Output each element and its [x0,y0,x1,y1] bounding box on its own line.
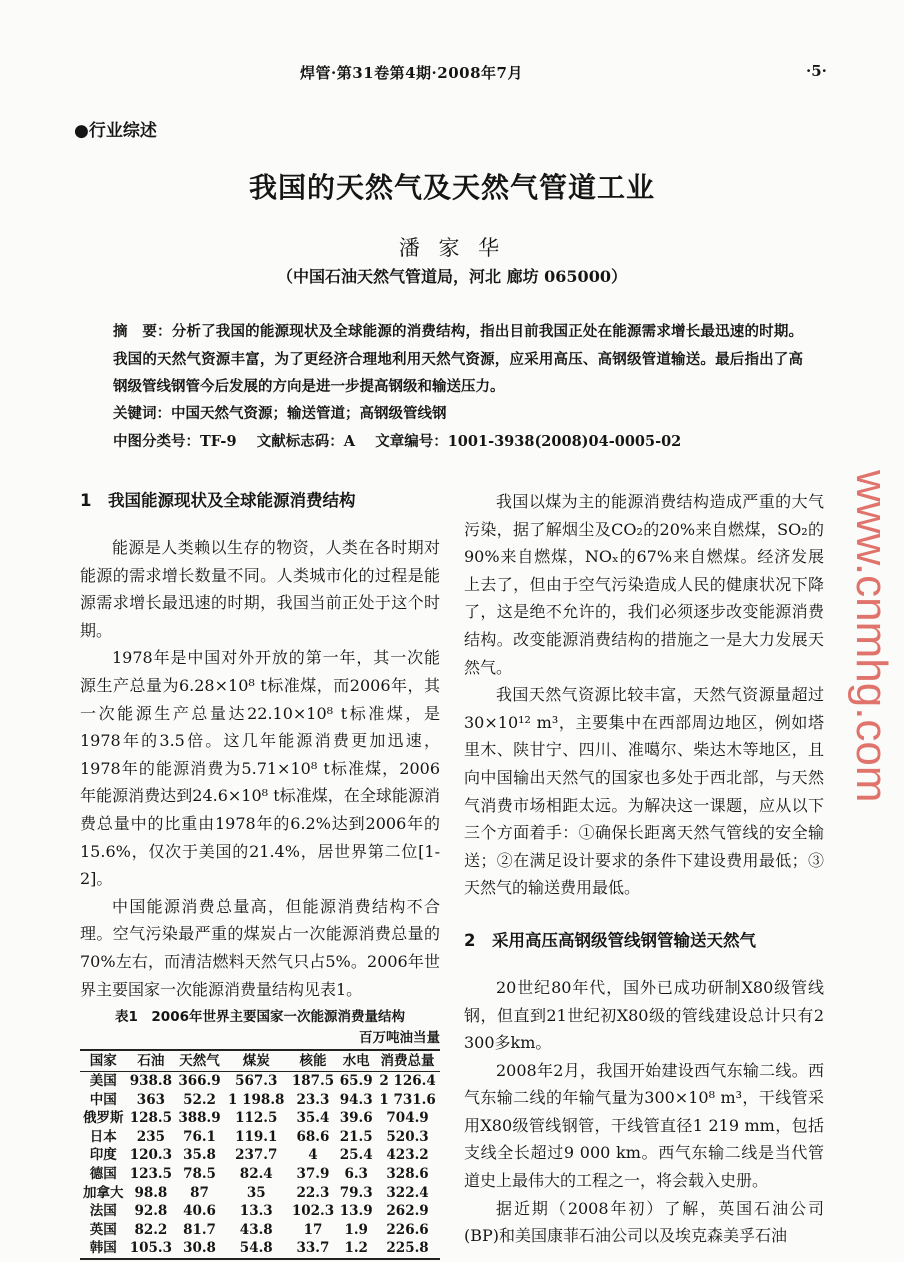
value-cell: 54.8 [239,1240,273,1257]
value-cell: 92.8 [134,1203,168,1220]
value-cell: 43.8 [239,1221,273,1238]
table-row [80,1221,440,1240]
right-column [464,488,824,1250]
paragraph: 中国能源消费总量高，但能源消费结构不合理。空气污染最严重的煤炭占一次能源消费总量的70%左右，而清洁燃料天然气只占5%。2006年世界主要国家一次能源消费量结构见表1。 [80,896,440,999]
value-cell: 39.6 [339,1110,373,1127]
table-row [80,1184,440,1203]
value-cell: 68.6 [296,1128,330,1145]
affiliation: （中国石油天然气管道局，河北 廊坊 065000） [277,267,627,286]
column-header: 煤炭 [224,1050,289,1072]
value-cell: 65.9 [339,1073,373,1090]
value-cell: 33.7 [296,1240,330,1257]
value-cell: 82.2 [134,1221,168,1238]
value-cell: 6.3 [344,1166,368,1183]
table-unit: 百万吨油当量 [359,1030,440,1047]
country-cell: 德国 [89,1166,117,1183]
journal-info: 焊管·第31卷第4期·2008年7月 [300,64,523,82]
value-cell: 22.3 [296,1184,330,1201]
country-cell: 日本 [89,1128,117,1145]
table-row [80,1072,440,1091]
article-no-value: 1001-3938(2008)04-0005-02 [447,433,682,450]
value-cell: 37.9 [296,1166,330,1183]
value-cell: 112.5 [235,1110,278,1127]
value-cell: 120.3 [129,1147,173,1164]
value-cell: 237.7 [235,1147,278,1164]
abstract-text: 分析了我国的能源现状及全球能源的消费结构，指出目前我国正处在能源需求增长最迅速的时期。我国的天然气资源丰富，为了更经济合理地利用天然气资源，应采用高压、高钢级管道输送。最后指出了高钢级管线钢管今后发展的方向是进一步提高钢级和输送压力。 [113,323,804,395]
paragraph: 能源是人类赖以生存的物资，人类在各时期对能源的需求增长数量不同。人类城市化的过程是能源需求增长最迅速的时期，我国当前正处于这个时期。 [80,538,440,640]
value-cell: 938.8 [129,1073,173,1090]
value-cell: 423.2 [386,1147,429,1164]
country-cell: 印度 [89,1147,117,1164]
value-cell: 78.5 [183,1166,216,1183]
abstract [113,318,803,456]
column-header: 国家 [80,1050,127,1072]
section-2-heading: 2 采用高压高钢级管线钢管输送天然气 [464,930,756,950]
country-cell: 法国 [89,1203,117,1220]
doc-code-label: 文献标志码： [256,434,344,450]
article-no-label: 文章编号： [375,434,448,450]
column-tag: ●行业综述 [74,121,157,141]
table-row [80,1239,440,1259]
value-cell: 35 [246,1184,266,1201]
value-cell: 94.3 [339,1091,373,1108]
column-header: 天然气 [175,1050,224,1072]
running-header [0,62,904,90]
value-cell: 79.3 [339,1184,373,1201]
value-cell: 25.4 [339,1147,373,1164]
value-cell: 187.5 [291,1073,335,1090]
paragraph: 据近期（2008年初）了解，英国石油公司(BP)和美国康菲石油公司以及埃克森美孚石油 [464,1198,824,1246]
country-cell: 俄罗斯 [83,1110,124,1127]
value-cell: 105.3 [129,1240,173,1257]
table-row [80,1128,440,1147]
abstract-label: 摘 要： [113,324,172,340]
table-row [80,1146,440,1165]
table-row [80,1165,440,1184]
table-header-row [80,1050,440,1072]
value-cell: 35.4 [296,1110,330,1127]
column-header: 核能 [289,1050,338,1072]
country-cell: 英国 [89,1221,117,1238]
column-header: 石油 [127,1050,176,1072]
table-caption: 表1 2006年世界主要国家一次能源消费量结构 [115,1009,405,1026]
country-cell: 美国 [89,1073,117,1090]
value-cell: 388.9 [178,1110,221,1127]
value-cell: 328.6 [386,1166,429,1183]
paragraph: 我国以煤为主的能源消费结构造成严重的大气污染，据了解烟尘及CO₂的20%来自燃煤，SO₂的90%来自燃煤，NOₓ的67%来自燃煤。经济发展上去了，但由于空气污染造成人民的健康状况下降了，这是绝不允许的，我们必须逐步改变能源消费结构。改变能源消费结构的措施之一是大力发展天然气。 [464,492,824,677]
table-row [80,1202,440,1221]
table-row [80,1091,440,1110]
column-header: 消费总量 [375,1050,440,1072]
value-cell: 366.9 [178,1073,221,1090]
author: 潘 家 华 [398,236,506,260]
value-cell: 30.8 [183,1240,216,1257]
table-row [80,1109,440,1128]
value-cell: 98.8 [134,1184,168,1201]
value-cell: 82.4 [239,1166,273,1183]
value-cell: 128.5 [129,1110,173,1127]
value-cell: 1 731.6 [379,1091,436,1108]
paragraph: 我国天然气资源比较丰富，天然气资源量超过30×10¹² m³，主要集中在西部周边地区，例如塔里木、陕甘宁、四川、准噶尔、柴达木等地区，且向中国输出天然气的国家也多处于西北部，与天然气消费市场相距太远。为解决这一课题，应从以下三个方面着手：①确保长距离天然气管线的安全输送；②在满足设计要求的条件下建设费用最低；③天然气的输送费用最低。 [464,685,824,898]
value-cell: 2 126.4 [379,1073,436,1090]
value-cell: 123.5 [129,1166,173,1183]
value-cell: 520.3 [386,1128,429,1145]
value-cell: 13.3 [239,1203,273,1220]
value-cell: 322.4 [386,1184,429,1201]
paragraph: 20世纪80年代，国外已成功研制X80级管线钢，但直到21世纪初X80级的管线建设总计只有2 300多km。 [464,977,824,1053]
keywords [113,400,803,428]
value-cell: 76.1 [183,1128,216,1145]
paragraph: 1978年是中国对外开放的第一年，其一次能源生产总量为6.28×10⁸ t标准煤，而2006年，其一次能源生产总量达22.10×10⁸ t标准煤，是1978年的3.5倍。这几年能源消费更加迅速，1978年的能源消费为5.71×10⁸ t标准煤，2006年能源消费达到24.6×10⁸ t标准煤，在全球能源消费总量中的比重由1978年的6.2%达到2006年的15.6%，仅次于美国的21.4%，居世界第二位[1-2]。 [80,648,440,889]
value-cell: 102.3 [291,1203,335,1220]
keywords-label: 关键词： [113,406,171,422]
value-cell: 35.8 [183,1147,216,1164]
value-cell: 13.9 [339,1203,373,1220]
clc-label: 中图分类号： [113,434,200,450]
country-cell: 中国 [89,1091,117,1108]
value-cell: 87 [190,1184,209,1201]
value-cell: 81.7 [183,1221,216,1238]
value-cell: 17 [303,1221,323,1238]
keywords-text: 中国天然气资源；输送管道；高钢级管线钢 [171,405,447,422]
watermark: www.cnmhg.com [847,470,896,803]
energy-consumption-table [80,1049,440,1260]
page-number: ·5· [806,62,827,80]
value-cell: 225.8 [386,1240,429,1257]
paragraph: 2008年2月，我国开始建设西气东输二线。西气东输二线的年输气量为300×10⁸ m³，干线管采用X80级管线钢管，干线管直径1 219 mm，包括支线全长超过9 000 km。西气东输二线是当代管道史上最伟大的工程之一，将会载入史册。 [464,1060,824,1191]
value-cell: 363 [136,1091,165,1108]
value-cell: 21.5 [339,1128,373,1145]
value-cell: 262.9 [386,1203,429,1220]
country-cell: 加拿大 [83,1184,124,1201]
value-cell: 1 198.8 [228,1091,285,1108]
paper-title: 我国的天然气及天然气管道工业 [248,171,655,204]
doc-code-value: A [343,433,356,450]
value-cell: 235 [136,1128,165,1145]
value-cell: 52.2 [183,1091,216,1108]
clc-value: TF-9 [200,433,237,450]
value-cell: 567.3 [235,1073,278,1090]
section-1-heading: 1 我国能源现状及全球能源消费结构 [80,491,356,510]
left-column [80,488,440,1260]
value-cell: 4 [308,1147,318,1164]
column-header: 水电 [337,1050,375,1072]
value-cell: 23.3 [296,1091,330,1108]
value-cell: 1.9 [344,1221,368,1238]
value-cell: 226.6 [386,1221,429,1238]
value-cell: 704.9 [386,1110,429,1127]
value-cell: 40.6 [183,1203,216,1220]
country-cell: 韩国 [89,1240,117,1257]
classification [113,428,803,456]
value-cell: 1.2 [344,1240,368,1257]
value-cell: 119.1 [235,1128,278,1145]
